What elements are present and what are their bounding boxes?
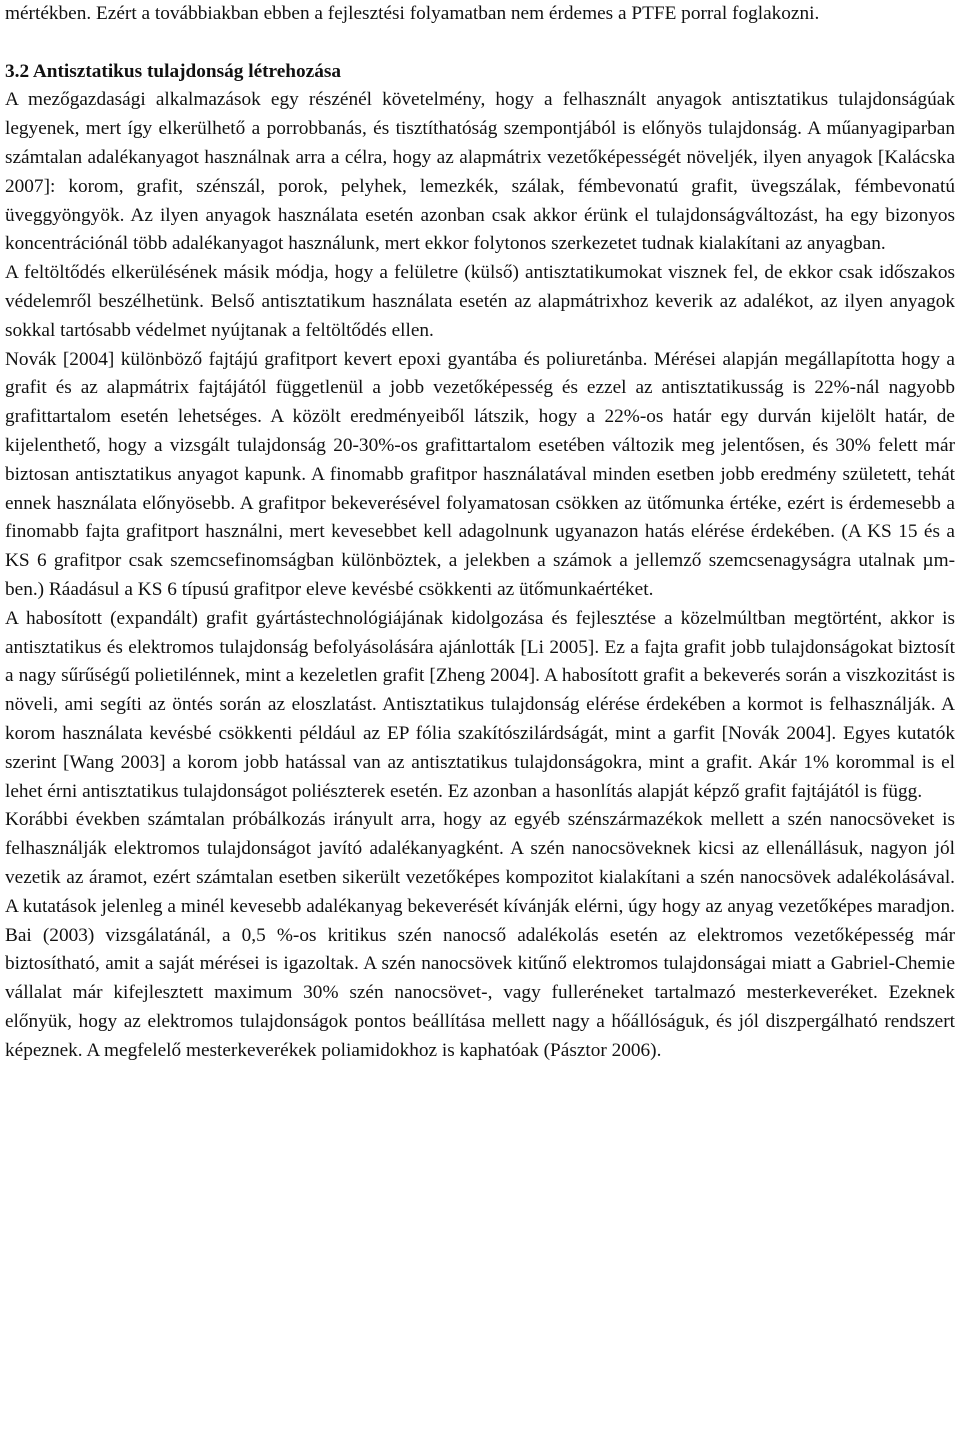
body-paragraph-4: A habosított (expandált) grafit gyártástechnológiájának kidolgozása és fejlesztése a közelmúltban megtörtént, akkor is antisztatikus és elektromos tulajdonság befolyásolására ajánlották [Li 2005]. Ez a fajta grafit jobb tulajdonságokat biztosít a nagy sűrűségű polietilénnek, mint a kezeletlen grafit [Zheng 2004]. A habosított grafit a bekeverés során a viszkozitást is növeli, ami segíti az öntés során az eloszlatást. Antisztatikus tulajdonság elérése érdekében a kormot is felhasználják. A korom használata kevésbé csökkenti például az EP fólia szakítószilárdságát, mint a garfit [Novák 2004]. Egyes kutatók szerint [Wang 2003] a korom jobb hatással van az antisztatikus tulajdonságokra, mint a grafit. Akár 1% korommal is el lehet érni antisztatikus tulajdonságot poliészterek esetén. Ez azonban a hasonlítás alapját képző grafit fajtájától is függ. bbox=[5, 607, 955, 802]
body-paragraph-3: Novák [2004] különböző fajtájú grafitport kevert epoxi gyantába és poliuretánba. Mérései alapján megállapította hogy a grafit és az alapmátrix fajtájától függetlenül a jobb vezetőképesség és ezzel az antisztatikusság is 22%-nál nagyobb grafittartalom esetén lehetséges. A közölt eredményeiből látszik, hogy a 22%-os határ egy durván kijelölt határ, de kijelenthető, hogy a vizsgált tulajdonság 20-30%-os grafittartalom esetében változik meg jelentősen, és 30% felett már biztosan antisztatikus anyagot kapunk. A finomabb grafitpor használatával minden esetben jobb eredmény született, tehát ennek használata előnyösebb. A grafitpor bekeverésével folyamatosan csökken az ütőmunka értéke, ezért is érdemesebb a finomabb fajta grafitport használni, mert kevesebbet kell adagolnunk ugyanazon hatás elérése érdekében. (A KS 15 és a KS 6 grafitpor csak szemcsefinomságban különböztek, a jelekben a számok a jellemző szemcsenagyságra utalnak µm-ben.) Ráadásul a KS 6 típusú grafitpor eleve kevésbé csökkenti az ütőmunkaértéket. bbox=[5, 348, 955, 600]
body-paragraph-5: Korábbi években számtalan próbálkozás irányult arra, hogy az egyéb szénszármazékok mellett a szén nanocsöveket is felhasználják elektromos tulajdonságot javító adalékanyagként. A szén nanocsöveknek kicsi az ellenállásuk, nagyon jól vezetik az áramot, ezért számtalan esetben sikerült vezetőképes kompozitot kialakítani a szén nanocsövek adalékolásával. A kutatások jelenleg a minél kevesebb adalékanyag bekeverését kívánják elérni, úgy hogy az anyag vezetőképes maradjon. Bai (2003) vizsgálatánál, a 0,5 %-os kritikus szén nanocső adalékolás esetén az elektromos vezetőképesség már biztosítható, amit a saját mérései is igazoltak. A szén nanocsövek kitűnő elektromos tulajdonságai miatt a Gabriel-Chemie vállalat már kifejlesztett maximum 30% szén nanocsövet-, vagy fulleréneket tartalmazó mesterkeveréket. Ezeknek előnyük, hogy az elektromos tulajdonságok pontos beállítása mellett nagy a hőállóságuk, és jól diszpergálható rendszert képeznek. A megfelelő mesterkeverékek poliamidokhoz is kaphatóak (Pásztor 2006). bbox=[5, 809, 955, 1061]
body-paragraph-2: A feltöltődés elkerülésének másik módja, hogy a felületre (külső) antisztatikumokat visznek fel, de ekkor csak időszakos védelemről beszélhetünk. Belső antisztatikum használata esetén az alapmátrixhoz keverik az adalékot, az ilyen anyagok sokkal tartósabb védelmet nyújtanak a feltöltődés ellen. bbox=[5, 262, 955, 341]
section-heading: 3.2 Antisztatikus tulajdonság létrehozása bbox=[5, 60, 342, 82]
intro-paragraph-tail: mértékben. Ezért a továbbiakban ebben a fejlesztési folyamatban nem érdemes a PTFE porral foglakozni. bbox=[5, 3, 820, 24]
body-paragraph-1: A mezőgazdasági alkalmazások egy részénél követelmény, hogy a felhasznált anyagok antisztatikus tulajdonságúak legyenek, mert így elkerülhető a porrobbanás, és tisztíthatóság szempontjából is előnyös tulajdonság. A műanyagiparban számtalan adalékanyagot használnak arra a célra, hogy az alapmátrix vezetőképességét növeljék, ilyen anyagok [Kalácska 2007]: korom, grafit, szénszál, porok, pelyhek, lemezkék, szálak, fémbevonatú grafit, üvegszálak, fémbevonatú üveggyöngyök. Az ilyen anyagok használata esetén azonban csak akkor érünk el tulajdonságváltozást, ha egy bizonyos koncentrációnál több adalékanyagot használunk, mert ekkor folytonos szerkezetet tudnak kialakítani az anyagban. bbox=[5, 89, 955, 255]
paragraph-gap bbox=[5, 29, 955, 58]
